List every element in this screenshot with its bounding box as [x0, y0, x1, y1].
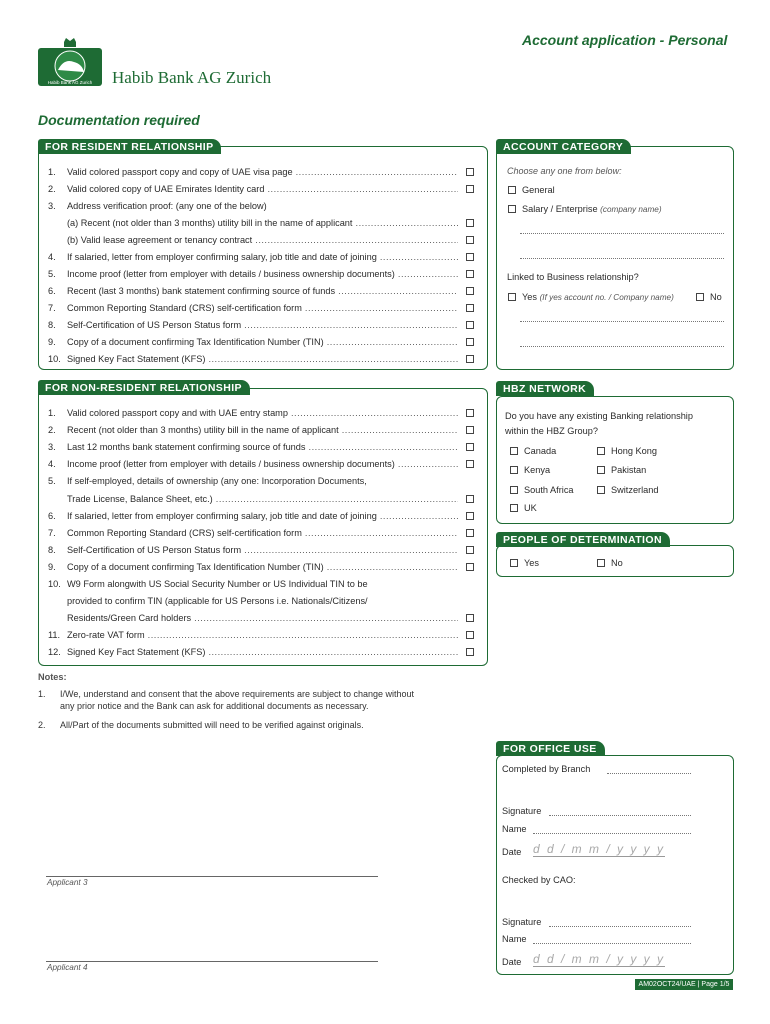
item-checkbox[interactable] — [466, 185, 474, 193]
company-name-line-1[interactable] — [520, 233, 724, 234]
item-text: Trade License, Balance Sheet, etc.) ..... — [67, 492, 458, 507]
item-text: Zero-rate VAT form ..... — [67, 628, 458, 643]
item-text: Recent (not older than 3 months) utility bill in the name of applicant ..... — [67, 423, 458, 438]
hbz-question-line-2: within the HBZ Group? — [505, 426, 598, 436]
item-text: Income proof (letter from employer with details / business ownership documents) ..... — [67, 267, 458, 282]
account-category-prompt: Choose any one from below: — [507, 166, 622, 176]
checklist-item — [48, 250, 474, 265]
item-number: 5. — [48, 476, 56, 487]
item-text: Income proof (letter from employer with details / business ownership documents) ..... — [67, 457, 458, 472]
name-line-1[interactable] — [533, 833, 691, 834]
linked-yes-checkbox[interactable] — [508, 293, 516, 301]
svg-text:Habib Bank AG Zurich: Habib Bank AG Zurich — [47, 80, 93, 85]
country-checkbox[interactable] — [510, 447, 518, 455]
item-text: Signed Key Fact Statement (KFS) ..... — [67, 352, 458, 367]
item-text: Valid colored copy of UAE Emirates Identity card ..... — [67, 182, 458, 197]
item-checkbox[interactable] — [466, 168, 474, 176]
item-checkbox[interactable] — [466, 512, 474, 520]
item-text: Common Reporting Standard (CRS) self-certification form ..... — [67, 301, 458, 316]
country-option[interactable]: UK — [510, 501, 620, 515]
determination-yes-option[interactable]: Yes — [510, 556, 570, 570]
account-number-line-2[interactable] — [520, 346, 724, 347]
name-label-2: Name — [502, 934, 527, 944]
date-label-2: Date — [502, 957, 522, 967]
country-option[interactable]: Canada — [510, 444, 620, 458]
item-number: 8. — [48, 320, 56, 330]
linked-yes-option[interactable]: Yes (If yes account no. / Company name) — [508, 290, 698, 304]
item-checkbox[interactable] — [466, 355, 474, 363]
checklist-item — [48, 577, 474, 592]
item-number: 10. — [48, 579, 61, 589]
item-number: 4. — [48, 252, 56, 262]
checklist-item — [48, 492, 474, 507]
item-checkbox[interactable] — [466, 648, 474, 656]
country-option[interactable]: Kenya — [510, 463, 620, 477]
checklist-item — [48, 165, 474, 180]
item-number: 12. — [48, 647, 61, 658]
applicant-3-label: Applicant 3 — [47, 878, 88, 887]
country-checkbox[interactable] — [597, 466, 605, 474]
checklist-item — [48, 509, 474, 524]
determination-no-checkbox[interactable] — [597, 559, 605, 567]
item-number: 9. — [48, 337, 56, 347]
item-number: 9. — [48, 561, 56, 572]
checklist-item — [48, 440, 474, 455]
checklist-item — [48, 560, 474, 575]
bank-name: Habib Bank AG Zurich — [112, 68, 272, 87]
date-label-1: Date — [502, 847, 522, 857]
signature-label-2: Signature — [502, 917, 542, 927]
item-text: Valid colored passport copy and with UAE entry stamp ..... — [67, 406, 458, 421]
item-checkbox[interactable] — [466, 409, 474, 417]
people-determination-tab: PEOPLE OF DETERMINATION — [496, 532, 670, 547]
item-checkbox[interactable] — [466, 614, 474, 622]
linked-no-checkbox[interactable] — [696, 293, 704, 301]
salary-enterprise-checkbox[interactable] — [508, 205, 516, 213]
checklist-item — [48, 267, 474, 282]
item-number: 1. — [48, 408, 56, 418]
checklist-item — [48, 611, 474, 626]
page-footer-code: AM02OCT24/UAE | Page 1/5 — [635, 979, 733, 990]
office-use-box — [496, 755, 734, 975]
checklist-item — [48, 457, 474, 472]
country-option[interactable]: Pakistan — [597, 463, 707, 477]
item-number: 5. — [48, 269, 56, 279]
completed-by-label: Completed by Branch — [502, 764, 591, 774]
checklist-item — [48, 628, 474, 643]
linked-business-question: Linked to Business relationship? — [507, 272, 639, 282]
item-text: Signed Key Fact Statement (KFS) ..... — [67, 645, 458, 660]
item-checkbox[interactable] — [466, 304, 474, 312]
item-number: 3. — [48, 442, 56, 453]
checklist-item — [48, 406, 474, 421]
country-checkbox[interactable] — [510, 504, 518, 512]
item-checkbox[interactable] — [466, 287, 474, 295]
notes-title: Notes: — [38, 672, 67, 682]
item-checkbox[interactable] — [466, 253, 474, 261]
checklist-item — [48, 474, 474, 489]
country-option[interactable]: Switzerland — [597, 483, 707, 497]
checklist-item — [48, 233, 474, 248]
item-text: If salaried, letter from employer confirming salary, job title and date of joining ..... — [67, 509, 458, 524]
habib-bank-logo — [38, 36, 102, 94]
item-text: (b) Valid lease agreement or tenancy contract ..... — [67, 233, 458, 248]
item-text: Residents/Green Card holders ..... — [67, 611, 458, 626]
date-field-2[interactable]: d d / m m / y y y y — [533, 952, 666, 966]
checked-by-label: Checked by CAO: — [502, 875, 576, 885]
checklist-item — [48, 526, 474, 541]
item-checkbox[interactable] — [466, 563, 474, 571]
checklist-item — [48, 645, 474, 660]
item-number: 1. — [48, 167, 56, 177]
checklist-item — [48, 216, 474, 231]
item-number: 2. — [48, 184, 56, 194]
item-number: 2. — [48, 425, 56, 436]
checklist-item — [48, 182, 474, 197]
country-option[interactable]: South Africa — [510, 483, 620, 497]
item-text: Last 12 months bank statement confirming source of funds ..... — [67, 440, 458, 455]
checklist-item — [48, 423, 474, 438]
item-number: 3. — [48, 201, 56, 211]
item-text: Self-Certification of US Person Status form ..... — [67, 318, 458, 333]
item-number: 7. — [48, 303, 56, 313]
item-checkbox[interactable] — [466, 443, 474, 451]
item-text: Valid colored passport copy and copy of UAE visa page ..... — [67, 165, 458, 180]
item-text: W9 Form alongwith US Social Security Number or US Individual TIN to be — [67, 579, 368, 589]
account-number-line-1[interactable] — [520, 321, 724, 322]
completed-by-line[interactable] — [607, 773, 691, 774]
item-text: (a) Recent (not older than 3 months) utility bill in the name of applicant ..... — [67, 216, 458, 231]
item-text: Common Reporting Standard (CRS) self-certification form ..... — [67, 526, 458, 541]
nonresident-relationship-tab: FOR NON-RESIDENT RELATIONSHIP — [38, 380, 250, 395]
name-line-2[interactable] — [533, 943, 691, 944]
item-checkbox[interactable] — [466, 460, 474, 468]
item-checkbox[interactable] — [466, 321, 474, 329]
section-title: Documentation required — [38, 112, 200, 128]
item-text: provided to confirm TIN (applicable for US Persons i.e. Nationals/Citizens/ — [67, 596, 368, 607]
country-checkbox[interactable] — [597, 486, 605, 494]
item-checkbox[interactable] — [466, 270, 474, 278]
item-text: Copy of a document confirming Tax Identification Number (TIN) ..... — [67, 560, 458, 575]
item-text: If salaried, letter from employer confirming salary, job title and date of joining ..... — [67, 250, 458, 265]
signature-line-1[interactable] — [549, 815, 691, 816]
country-checkbox[interactable] — [510, 486, 518, 494]
salary-enterprise-option[interactable]: Salary / Enterprise (company name) — [508, 202, 728, 216]
item-text: Address verification proof: (any one of the below) — [67, 201, 267, 211]
item-checkbox[interactable] — [466, 426, 474, 434]
item-checkbox[interactable] — [466, 631, 474, 639]
resident-relationship-tab: FOR RESIDENT RELATIONSHIP — [38, 139, 221, 154]
company-name-line-2[interactable] — [520, 258, 724, 259]
item-text: Self-Certification of US Person Status form ..... — [67, 543, 458, 558]
checklist-item — [48, 352, 474, 367]
document-title: Account application - Personal — [522, 32, 728, 48]
determination-yes-checkbox[interactable] — [510, 559, 518, 567]
item-number: 6. — [48, 286, 56, 296]
item-number: 7. — [48, 527, 56, 538]
item-checkbox[interactable] — [466, 495, 474, 503]
signature-label-1: Signature — [502, 806, 542, 816]
checklist-item — [48, 284, 474, 299]
item-checkbox[interactable] — [466, 338, 474, 346]
general-option[interactable]: General — [508, 183, 628, 197]
date-field-1[interactable]: d d / m m / y y y y — [533, 842, 666, 856]
item-text: If self-employed, details of ownership (any one: Incorporation Documents, — [67, 476, 367, 487]
checklist-item — [48, 199, 474, 214]
checklist-item — [48, 594, 474, 609]
hbz-question-line-1: Do you have any existing Banking relationship — [505, 411, 693, 421]
country-option[interactable]: Hong Kong — [597, 444, 707, 458]
country-checkbox[interactable] — [510, 466, 518, 474]
item-checkbox[interactable] — [466, 219, 474, 227]
name-label-1: Name — [502, 824, 527, 834]
checklist-item — [48, 335, 474, 350]
checklist-item — [48, 543, 474, 558]
signature-line-2[interactable] — [549, 926, 691, 927]
item-checkbox[interactable] — [466, 236, 474, 244]
item-text: Copy of a document confirming Tax Identification Number (TIN) ..... — [67, 335, 458, 350]
item-number: 6. — [48, 510, 56, 521]
determination-no-option[interactable]: No — [597, 556, 657, 570]
general-checkbox[interactable] — [508, 186, 516, 194]
item-checkbox[interactable] — [466, 529, 474, 537]
item-number: 4. — [48, 459, 56, 470]
applicant-3-signature-line[interactable] — [46, 876, 378, 877]
office-use-tab: FOR OFFICE USE — [496, 741, 605, 756]
item-checkbox[interactable] — [466, 546, 474, 554]
item-text: Recent (last 3 months) bank statement confirming source of funds ..... — [67, 284, 458, 299]
linked-no-option[interactable]: No — [696, 290, 726, 304]
country-checkbox[interactable] — [597, 447, 605, 455]
item-number: 10. — [48, 354, 61, 364]
hbz-network-tab: HBZ NETWORK — [496, 381, 594, 396]
item-number: 11. — [48, 630, 61, 641]
checklist-item — [48, 318, 474, 333]
applicant-4-signature-line[interactable] — [46, 961, 378, 962]
account-category-tab: ACCOUNT CATEGORY — [496, 139, 631, 154]
item-number: 8. — [48, 544, 56, 555]
applicant-4-label: Applicant 4 — [47, 963, 88, 972]
checklist-item — [48, 301, 474, 316]
